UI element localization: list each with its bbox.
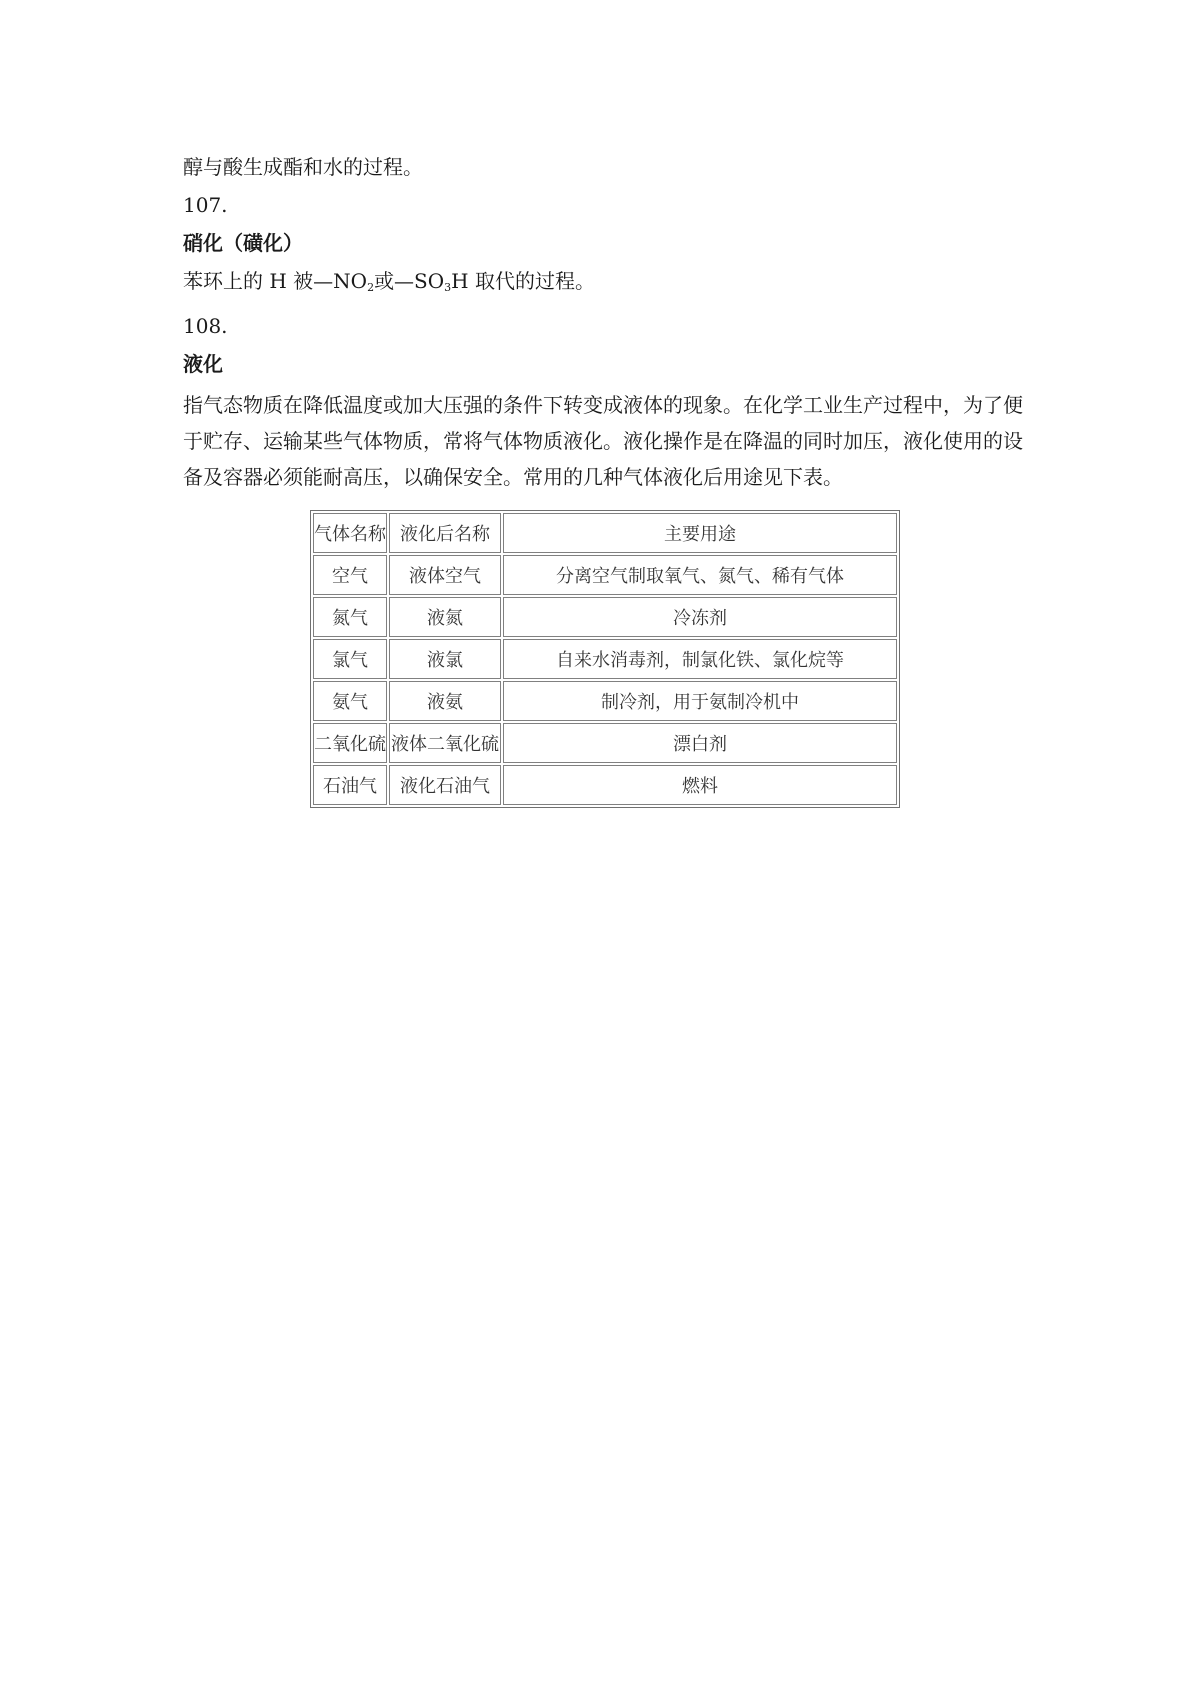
cell-use: 制冷剂，用于氨制冷机中	[503, 681, 897, 721]
header-main-use: 主要用途	[503, 513, 897, 553]
gas-liquefaction-table	[310, 510, 900, 808]
cell-use: 自来水消毒剂，制氯化铁、氯化烷等	[503, 639, 897, 679]
item-107-sub-1: 2	[367, 281, 375, 294]
table-row	[313, 681, 897, 721]
cell-liquid: 液体空气	[389, 555, 501, 595]
item-107-desc-mid: 或—SO	[374, 269, 445, 293]
document-body	[183, 148, 1023, 495]
item-108-number: 108.	[183, 314, 228, 338]
cell-use: 分离空气制取氧气、氮气、稀有气体	[503, 555, 897, 595]
cell-use: 燃料	[503, 765, 897, 805]
cell-use: 冷冻剂	[503, 597, 897, 637]
item-107-desc-prefix: 苯环上的 H 被—NO	[183, 269, 368, 293]
intro-line: 醇与酸生成酯和水的过程。	[183, 155, 423, 179]
cell-gas: 氮气	[313, 597, 387, 637]
cell-gas: 氨气	[313, 681, 387, 721]
cell-gas: 二氧化硫	[313, 723, 387, 763]
item-107-sub-2: 3	[444, 281, 452, 294]
header-gas-name: 气体名称	[313, 513, 387, 553]
cell-liquid: 液化石油气	[389, 765, 501, 805]
table-row	[313, 597, 897, 637]
cell-gas: 氯气	[313, 639, 387, 679]
table-row	[313, 723, 897, 763]
cell-liquid: 液氮	[389, 597, 501, 637]
cell-use: 漂白剂	[503, 723, 897, 763]
table-row	[313, 639, 897, 679]
header-liquid-name: 液化后名称	[389, 513, 501, 553]
cell-liquid: 液氯	[389, 639, 501, 679]
item-107-description	[183, 262, 1023, 307]
item-107-title: 硝化（磺化）	[183, 231, 303, 255]
cell-gas: 石油气	[313, 765, 387, 805]
item-108-title: 液化	[183, 352, 223, 376]
item-107-number: 107.	[183, 193, 228, 217]
cell-liquid: 液体二氧化硫	[389, 723, 501, 763]
item-107-desc-suffix: H 取代的过程。	[451, 269, 595, 293]
table-row	[313, 555, 897, 595]
item-108-paragraph: 指气态物质在降低温度或加大压强的条件下转变成液体的现象。在化学工业生产过程中，为了便于贮存、运输某些气体物质，常将气体物质液化。液化操作是在降温的同时加压，液化使用的设备及容器必须能耐高压，以确保安全。常用的几种气体液化后用途见下表。	[183, 393, 1023, 489]
cell-gas: 空气	[313, 555, 387, 595]
table-header-row	[313, 513, 897, 553]
cell-liquid: 液氨	[389, 681, 501, 721]
table-row	[313, 765, 897, 805]
